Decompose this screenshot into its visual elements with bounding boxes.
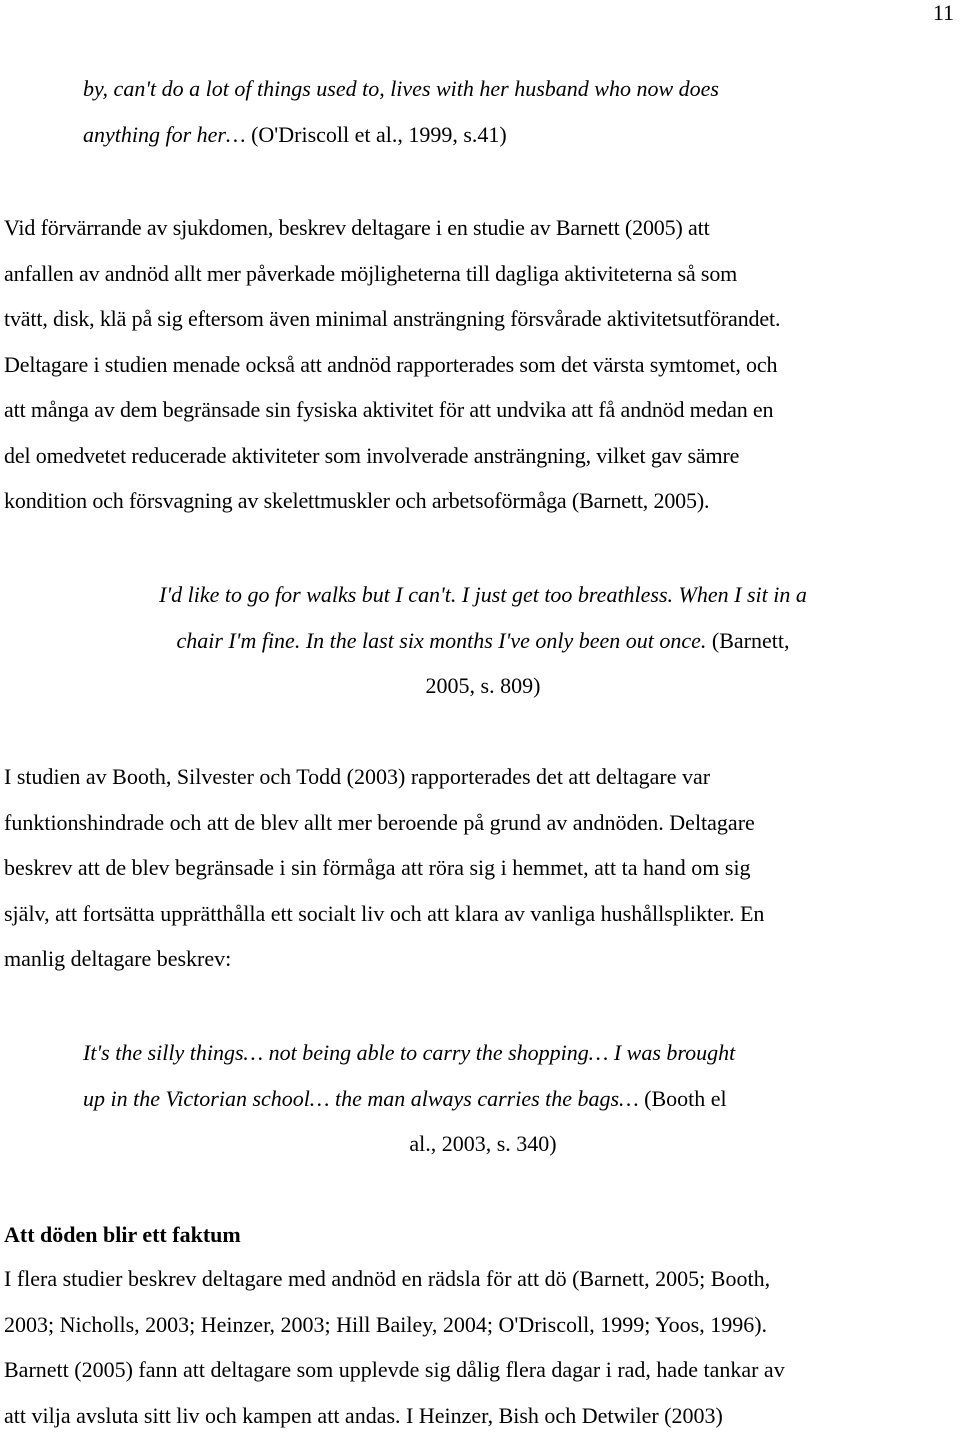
- quote-line: [83, 66, 883, 112]
- paragraph-line: själv, att fortsätta upprätthålla ett socialt liv och att klara av vanliga hushållsplikter. En: [4, 891, 956, 937]
- paragraph-line: Barnett (2005) fann att deltagare som upplevde sig dålig flera dagar i rad, hade tankar av: [4, 1347, 956, 1393]
- paragraph-line: I studien av Booth, Silvester och Todd (2003) rapporterades det att deltagare var: [4, 754, 956, 800]
- paragraph-line: del omedvetet reducerade aktiviteter som involverade ansträngning, vilket gav sämre: [4, 433, 956, 479]
- quote-line: [83, 572, 883, 618]
- paragraph-line: beskrev att de blev begränsade i sin förmåga att röra sig i hemmet, att ta hand om sig: [4, 845, 956, 891]
- quote-citation: (Booth el: [639, 1086, 727, 1111]
- paragraph-barnett: [4, 205, 956, 524]
- quote-line: [83, 1076, 883, 1122]
- quote-line: [83, 663, 883, 709]
- quote-text: It's the silly things… not being able to carry the shopping… I was brought: [83, 1040, 735, 1065]
- quote-citation: al., 2003, s. 340): [409, 1131, 556, 1156]
- paragraph-line: tvätt, disk, klä på sig eftersom även minimal ansträngning försvårade aktivitetsutförandet.: [4, 296, 956, 342]
- page-number: 11: [933, 0, 954, 26]
- quote-line: [83, 1121, 883, 1167]
- paragraph-line: funktionshindrade och att de blev allt mer beroende på grund av andnöden. Deltagare: [4, 800, 956, 846]
- block-quote-booth: [83, 1030, 883, 1167]
- block-quote-odriscoll: [83, 66, 883, 157]
- paragraph-booth: [4, 754, 956, 982]
- paragraph-line: anfallen av andnöd allt mer påverkade möjligheterna till dagliga aktiviteterna så som: [4, 251, 956, 297]
- paragraph-line: I flera studier beskrev deltagare med andnöd en rädsla för att dö (Barnett, 2005; Booth,: [4, 1256, 956, 1302]
- paragraph-line: 2003; Nicholls, 2003; Heinzer, 2003; Hill Bailey, 2004; O'Driscoll, 1999; Yoos, 1996).: [4, 1302, 956, 1348]
- quote-citation: 2005, s. 809): [426, 673, 541, 698]
- paragraph-line: kondition och försvagning av skelettmuskler och arbetsoförmåga (Barnett, 2005).: [4, 478, 956, 524]
- block-quote-barnett: [83, 572, 883, 709]
- quote-line: [83, 618, 883, 664]
- paragraph-fear-of-death: [4, 1256, 956, 1438]
- quote-line: [83, 1030, 883, 1076]
- paragraph-line: Deltagare i studien menade också att andnöd rapporterades som det värsta symtomet, och: [4, 342, 956, 388]
- quote-citation: (Barnett,: [706, 628, 789, 653]
- quote-line: [83, 112, 883, 158]
- paragraph-line: att många av dem begränsade sin fysiska aktivitet för att undvika att få andnöd medan en: [4, 387, 956, 433]
- section-heading: Att döden blir ett faktum: [4, 1220, 241, 1250]
- paragraph-line: att vilja avsluta sitt liv och kampen att andas. I Heinzer, Bish och Detwiler (2003): [4, 1393, 956, 1438]
- quote-text: anything for her…: [83, 122, 246, 147]
- quote-text: chair I'm fine. In the last six months I've only been out once.: [176, 628, 706, 653]
- paragraph-line: manlig deltagare beskrev:: [4, 936, 956, 982]
- quote-text: by, can't do a lot of things used to, lives with her husband who now does: [83, 76, 719, 101]
- paragraph-line: Vid förvärrande av sjukdomen, beskrev deltagare i en studie av Barnett (2005) att: [4, 205, 956, 251]
- quote-text: up in the Victorian school… the man always carries the bags…: [83, 1086, 639, 1111]
- quote-citation: (O'Driscoll et al., 1999, s.41): [246, 122, 507, 147]
- quote-text: I'd like to go for walks but I can't. I just get too breathless. When I sit in a: [159, 582, 807, 607]
